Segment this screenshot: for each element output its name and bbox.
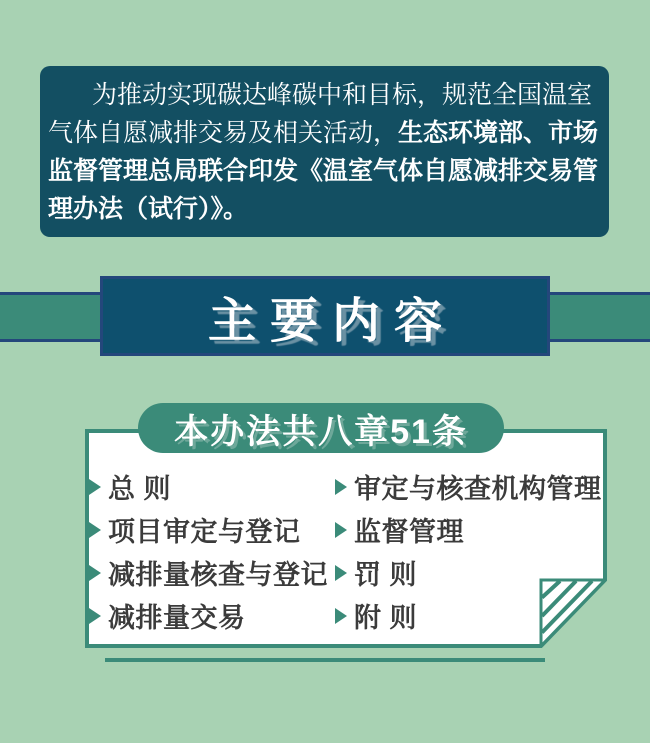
chapter-list-right	[335, 465, 602, 637]
triangle-bullet-icon	[335, 565, 347, 581]
list-item-label: 附 则	[354, 603, 418, 633]
list-item	[335, 465, 602, 508]
list-item-label: 项目审定与登记	[108, 517, 301, 547]
list-item-label: 审定与核查机构管理	[354, 474, 602, 504]
triangle-bullet-icon	[335, 522, 347, 538]
list-item-label: 减排量核查与登记	[108, 560, 328, 590]
triangle-bullet-icon	[89, 608, 101, 624]
list-item-label: 总 则	[108, 474, 172, 504]
triangle-bullet-icon	[89, 565, 101, 581]
list-item	[335, 508, 602, 551]
triangle-bullet-icon	[335, 608, 347, 624]
intro-paragraph	[48, 76, 601, 228]
content-card	[85, 412, 607, 648]
triangle-bullet-icon	[335, 479, 347, 495]
list-item	[335, 594, 602, 637]
list-item-label: 监督管理	[354, 517, 464, 547]
bottom-separator	[105, 658, 545, 662]
list-item	[89, 465, 328, 508]
list-item	[89, 594, 328, 637]
list-item-label: 减排量交易	[108, 603, 246, 633]
triangle-bullet-icon	[89, 522, 101, 538]
section-title-box	[100, 276, 550, 356]
section-title: 主要内容	[207, 294, 456, 348]
list-item	[89, 551, 328, 594]
intro-text-bold: 生态环境部、市场监督管理总局联合印发《温室气体自愿减排交易管理办法（试行）》。	[48, 119, 599, 223]
triangle-bullet-icon	[89, 479, 101, 495]
list-item	[89, 508, 328, 551]
intro-text-regular: 为推动实现碳达峰碳中和目标，规范全国温室气体自愿减排交易及相关活动，	[48, 81, 593, 147]
card-header-pill	[138, 403, 504, 453]
chapter-list-left	[89, 465, 328, 637]
list-item	[335, 551, 602, 594]
card-header-text: 本办法共八章51条	[174, 412, 468, 451]
list-item-label: 罚 则	[354, 560, 418, 590]
intro-box	[40, 66, 609, 237]
